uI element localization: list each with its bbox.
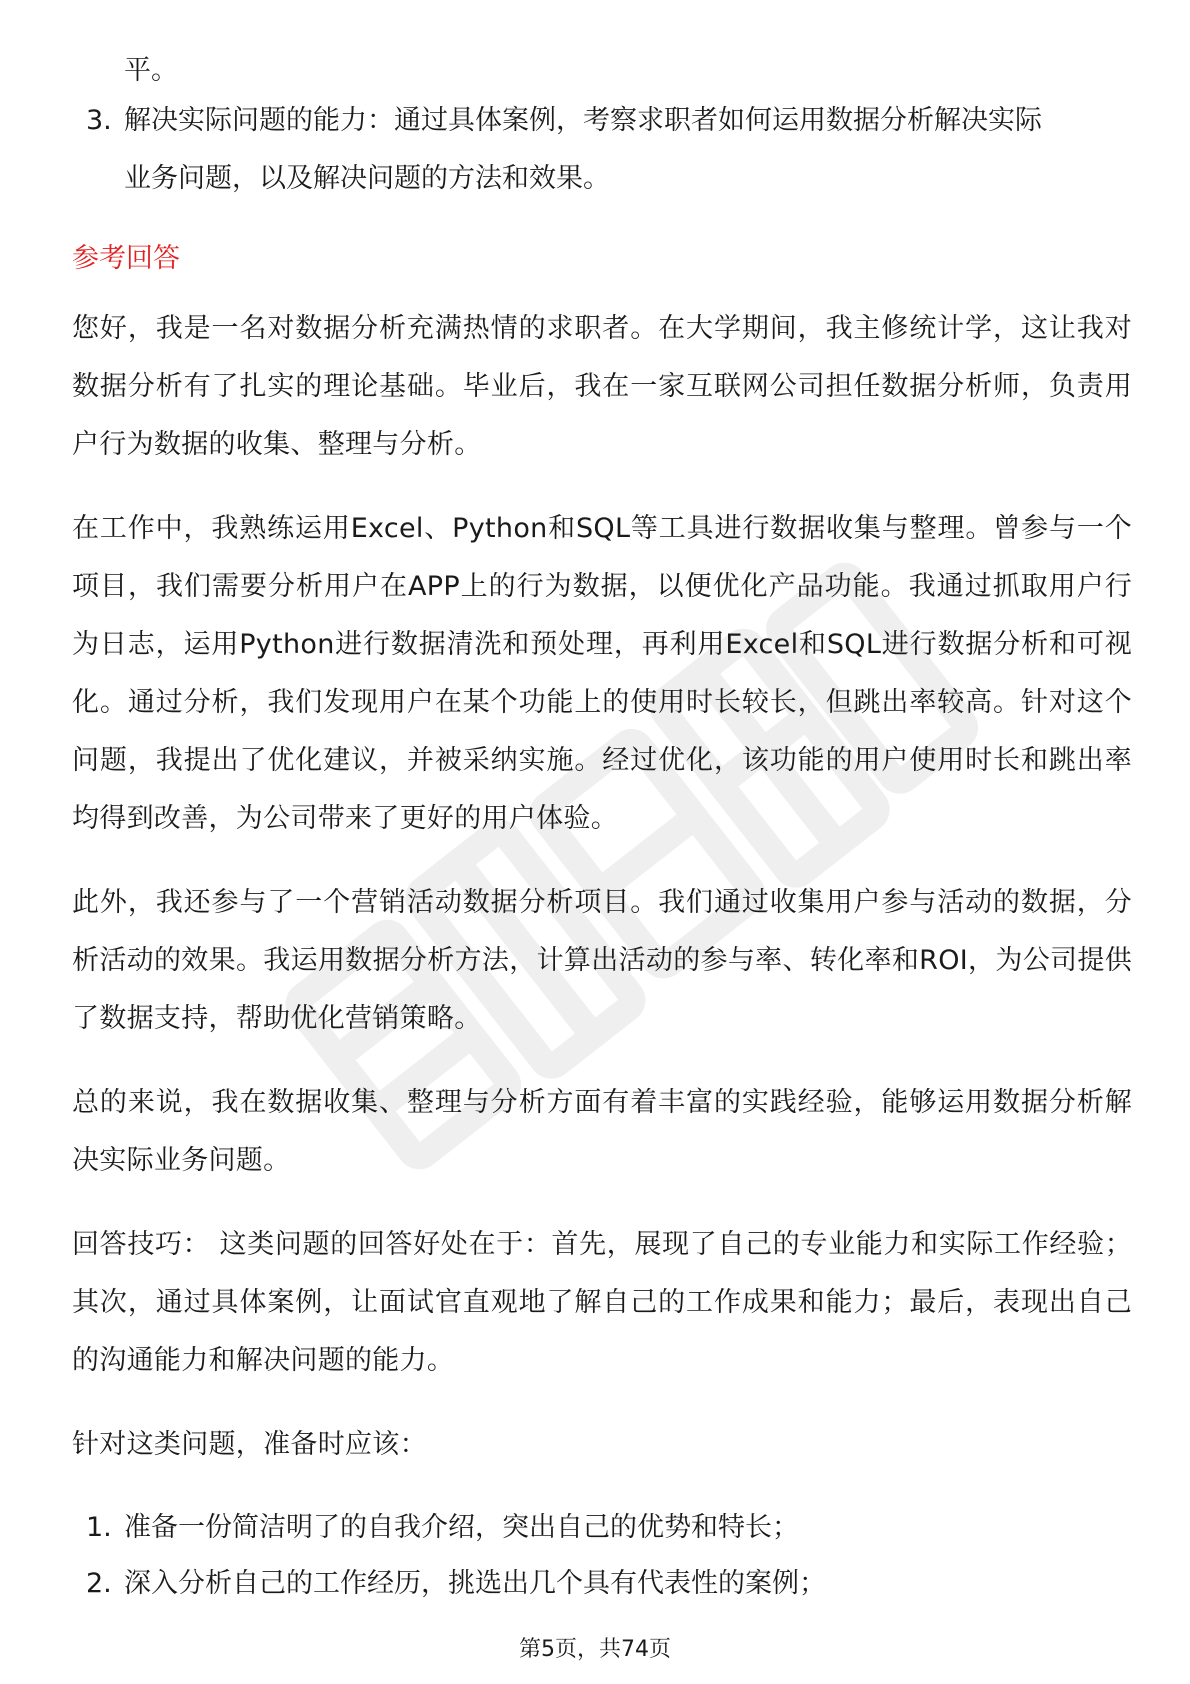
paragraph: 总的来说，我在数据收集、整理与分析方面有着丰富的实践经验，能够运用数据分析解决实际业务问题。 [72, 1087, 1132, 1176]
answer-tips-paragraph: 回答技巧： 这类问题的回答好处在于：首先，展现了自己的专业能力和实际工作经验；其次，通过具体案例，让面试官直观地了解自己的工作成果和能力；最后，表现出自己的沟通能力和解决问题的能力。 [72, 1229, 1132, 1376]
section-heading: 参考回答 [72, 243, 180, 274]
list-item-line: 解决实际问题的能力：通过具体案例，考察求职者如何运用数据分析解决实际 [124, 105, 1042, 136]
page-content [72, 42, 1132, 1612]
list-item-continuation: 平。 [124, 55, 178, 86]
criteria-list [72, 92, 1132, 208]
paragraph: 针对这类问题，准备时应该： [72, 1429, 427, 1460]
list-item-number: 1. [86, 1512, 112, 1543]
paragraph: 此外，我还参与了一个营销活动数据分析项目。我们通过收集用户参与活动的数据，分析活动的效果。我运用数据分析方法，计算出活动的参与率、转化率和ROI，为公司提供了数据支持，帮助优化营销策略。 [72, 887, 1132, 1034]
list-item-line: 业务问题，以及解决问题的方法和效果。 [124, 163, 610, 194]
list-item-number: 2. [86, 1568, 112, 1599]
list-item [72, 1556, 1132, 1612]
paragraph: 在工作中，我熟练运用Excel、Python和SQL等工具进行数据收集与整理。曾参与一个项目，我们需要分析用户在APP上的行为数据，以便优化产品功能。我通过抓取用户行为日志，运用Python进行数据清洗和预处理，再利用Excel和SQL进行数据分析和可视化。通过分析，我们发现用户在某个功能上的使用时长较长，但跳出率较高。针对这个问题，我提出了优化建议，并被采纳实施。经过优化，该功能的用户使用时长和跳出率均得到改善，为公司带来了更好的用户体验。 [72, 513, 1132, 834]
paragraph: 您好，我是一名对数据分析充满热情的求职者。在大学期间，我主修统计学，这让我对数据分析有了扎实的理论基础。毕业后，我在一家互联网公司担任数据分析师，负责用户行为数据的收集、整理与分析。 [72, 313, 1132, 460]
page-footer: 第5页，共74页 [519, 1637, 671, 1662]
list-item [72, 92, 1132, 208]
list-item-text: 准备一份简洁明了的自我介绍，突出自己的优势和特长； [124, 1512, 799, 1543]
list-item-number: 3. [86, 105, 112, 136]
list-item [72, 1500, 1132, 1556]
list-item-text: 深入分析自己的工作经历，挑选出几个具有代表性的案例； [124, 1568, 826, 1599]
preparation-list [72, 1500, 1132, 1612]
